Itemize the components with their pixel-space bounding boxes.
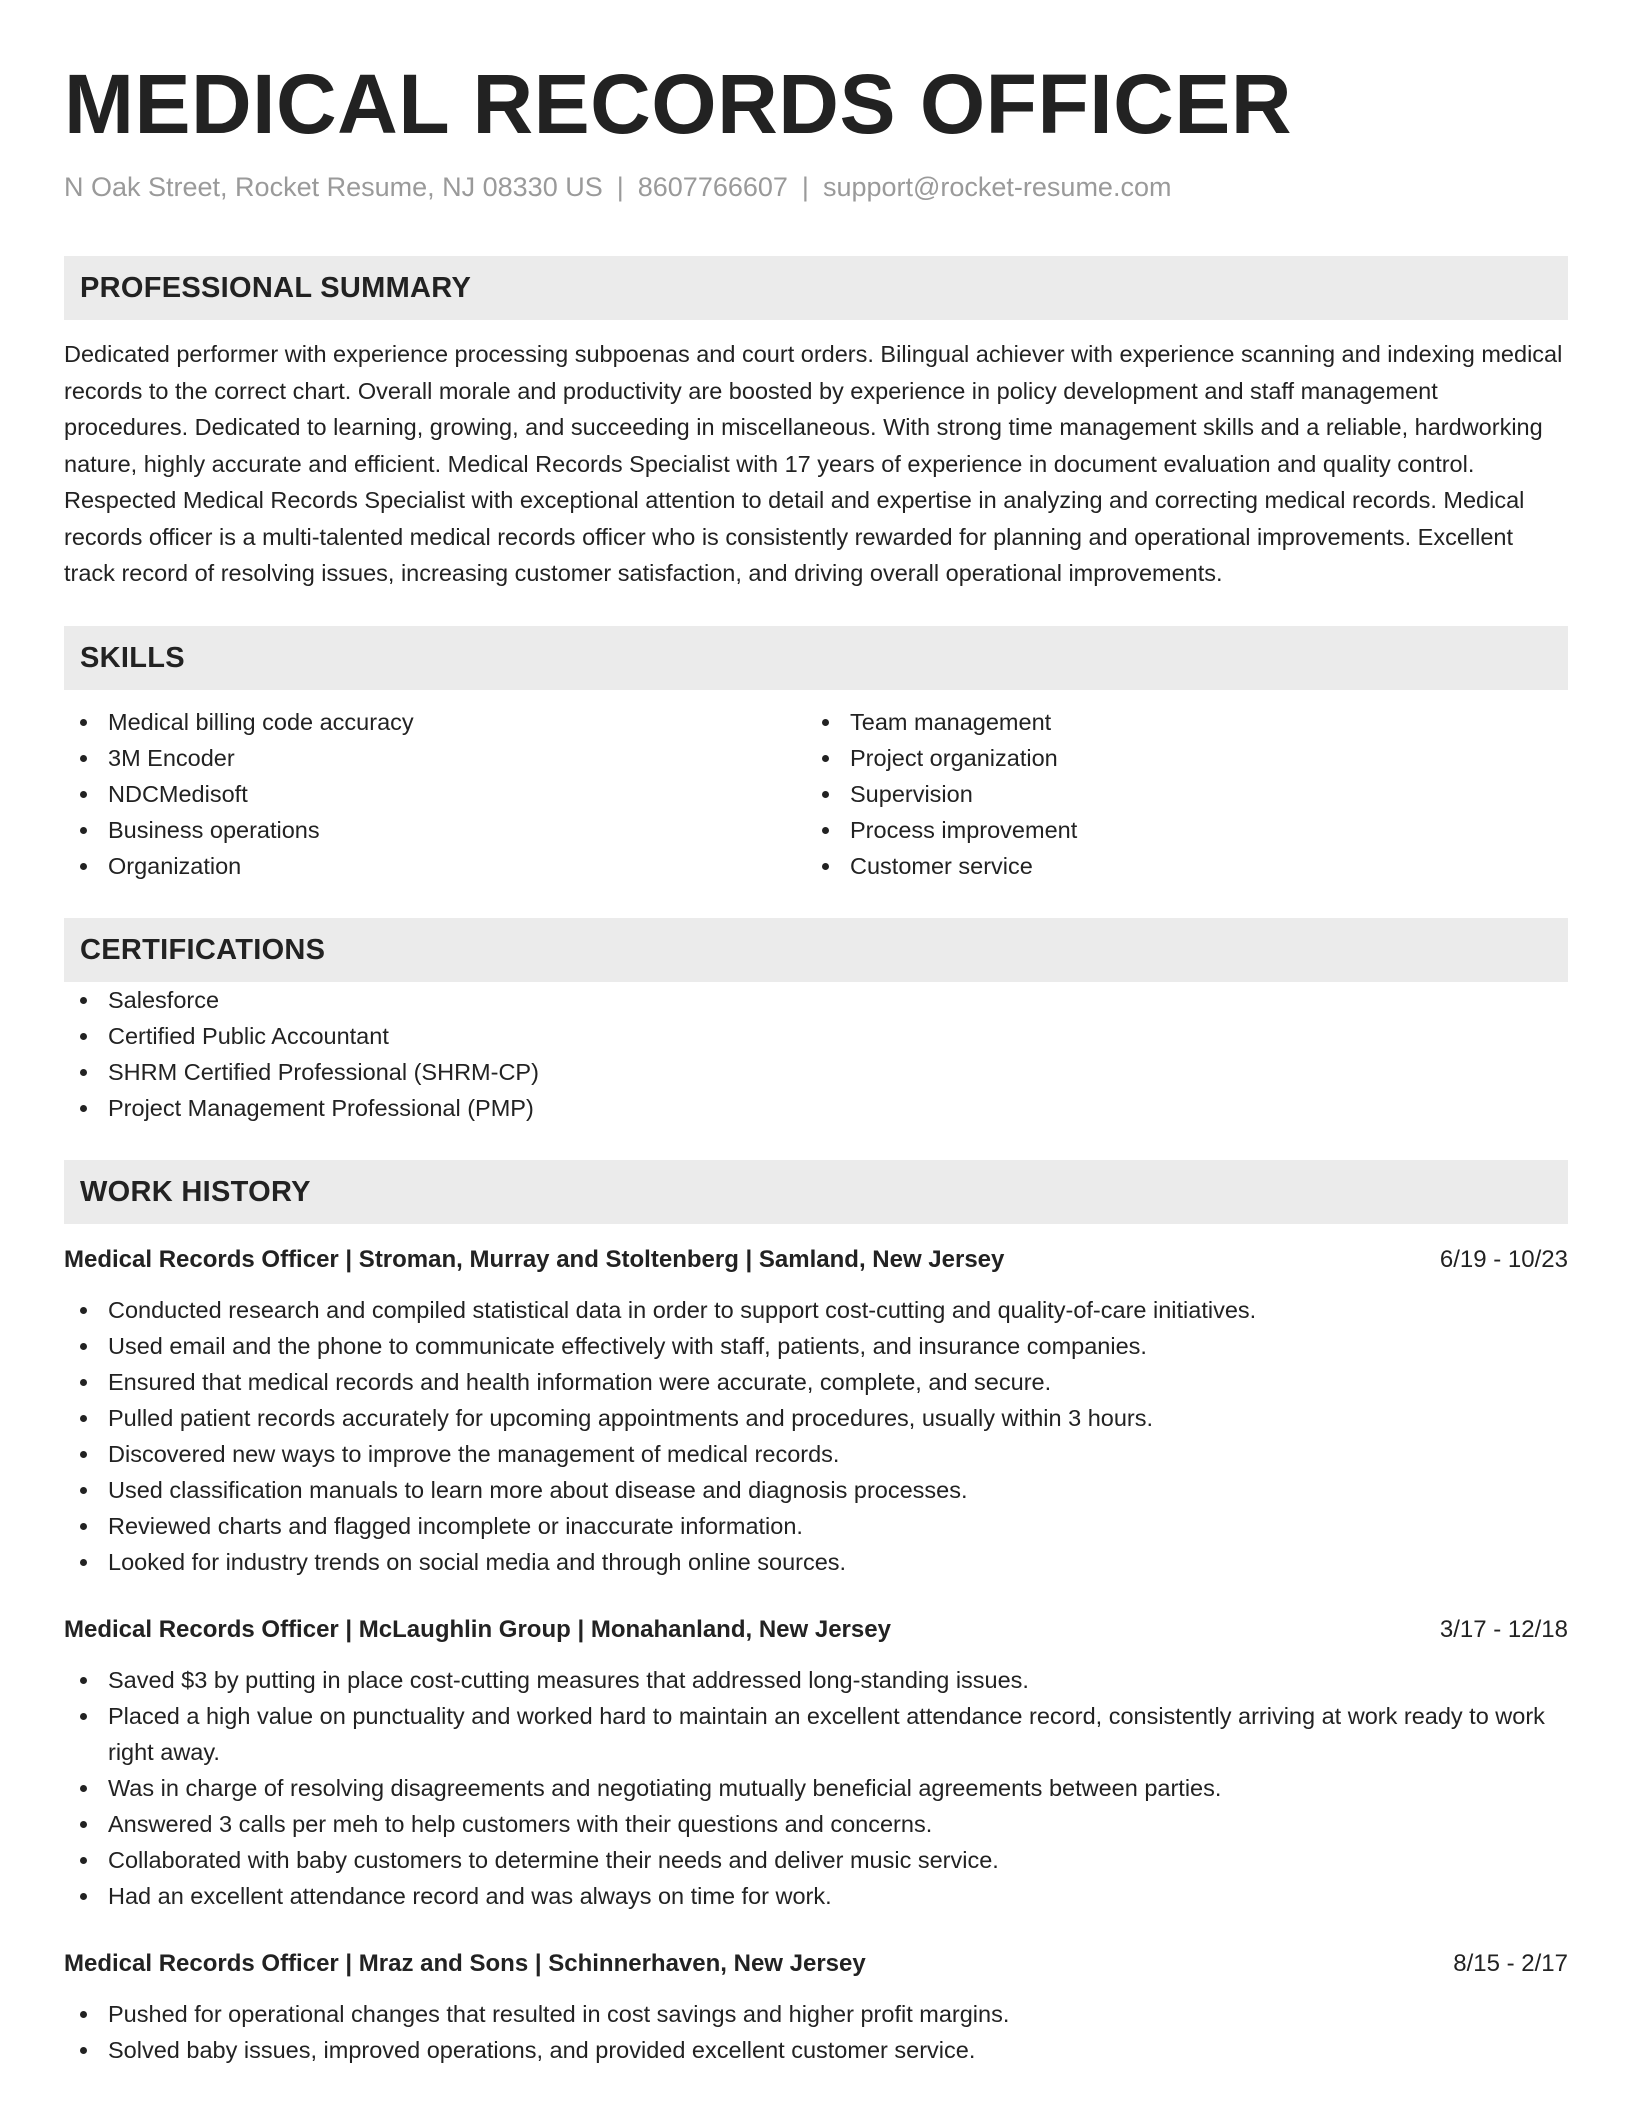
section-heading-certifications: CERTIFICATIONS	[64, 918, 1568, 982]
job-bullet: Pushed for operational changes that resulted in cost savings and higher profit margins.	[64, 1996, 1568, 2032]
skills-column-left	[64, 704, 806, 884]
certification-item: Certified Public Accountant	[64, 1018, 1568, 1054]
job-bullet: Used classification manuals to learn more about disease and diagnosis processes.	[64, 1472, 1568, 1508]
contact-address: N Oak Street, Rocket Resume, NJ 08330 US	[64, 172, 603, 202]
job-header	[64, 1242, 1568, 1278]
job-bullet: Looked for industry trends on social media and through online sources.	[64, 1544, 1568, 1580]
job-header	[64, 1612, 1568, 1648]
job-bullet: Saved $3 by putting in place cost-cutting measures that addressed long-standing issues.	[64, 1662, 1568, 1698]
section-heading-skills: SKILLS	[64, 626, 1568, 690]
job-bullet: Had an excellent attendance record and was always on time for work.	[64, 1878, 1568, 1914]
skill-item: NDCMedisoft	[64, 776, 806, 812]
job-bullet: Was in charge of resolving disagreements and negotiating mutually beneficial agreements between parties.	[64, 1770, 1568, 1806]
job-entry	[64, 1612, 1568, 1914]
skill-item: Customer service	[806, 848, 1548, 884]
job-bullet: Pulled patient records accurately for upcoming appointments and procedures, usually within 3 hours.	[64, 1400, 1568, 1436]
job-bullet: Discovered new ways to improve the management of medical records.	[64, 1436, 1568, 1472]
summary-text: Dedicated performer with experience processing subpoenas and court orders. Bilingual achiever with experience scanning and indexing medical records to the correct chart. Overall morale and productivity are boosted by experience in policy development and staff management procedures. Dedicated to learning, growing, and succeeding in miscellaneous. With strong time management skills and a reliable, hardworking nature, highly accurate and efficient. Medical Records Specialist with 17 years of experience in document evaluation and quality control. Respected Medical Records Specialist with exceptional attention to detail and expertise in analyzing and correcting medical records. Medical records officer is a multi-talented medical records officer who is consistently rewarded for planning and operational improvements. Excellent track record of resolving issues, increasing customer satisfaction, and driving overall operational improvements.	[64, 341, 1563, 586]
skill-item: Project organization	[806, 740, 1548, 776]
contact-line	[64, 170, 1568, 204]
job-dates: 6/19 - 10/23	[1439, 1245, 1568, 1273]
skill-item: 3M Encoder	[64, 740, 806, 776]
job-title: Medical Records Officer | Stroman, Murray and Stoltenberg | Samland, New Jersey	[64, 1245, 1005, 1273]
certifications-list	[64, 982, 1568, 1126]
job-bullet: Reviewed charts and flagged incomplete or inaccurate information.	[64, 1508, 1568, 1544]
job-title: Medical Records Officer | Mraz and Sons | Schinnerhaven, New Jersey	[64, 1949, 866, 1977]
contact-separator: |	[616, 172, 624, 202]
job-bullet: Collaborated with baby customers to determine their needs and deliver music service.	[64, 1842, 1568, 1878]
job-title: Medical Records Officer | McLaughlin Group | Monahanland, New Jersey	[64, 1615, 891, 1643]
skills-list	[64, 704, 1568, 884]
resume-name: MEDICAL RECORDS OFFICER	[64, 57, 1292, 151]
job-bullets	[64, 1292, 1568, 1580]
job-bullet: Answered 3 calls per meh to help customers with their questions and concerns.	[64, 1806, 1568, 1842]
job-dates: 8/15 - 2/17	[1453, 1949, 1568, 1977]
job-bullet: Conducted research and compiled statistical data in order to support cost-cutting and quality-of-care initiatives.	[64, 1292, 1568, 1328]
job-bullet: Used email and the phone to communicate effectively with staff, patients, and insurance companies.	[64, 1328, 1568, 1364]
skill-item: Medical billing code accuracy	[64, 704, 806, 740]
job-header	[64, 1946, 1568, 1982]
job-dates: 3/17 - 12/18	[1439, 1615, 1568, 1643]
contact-phone: 8607766607	[637, 172, 788, 202]
resume-page	[64, 0, 1568, 2068]
skill-item: Supervision	[806, 776, 1548, 812]
job-bullet: Solved baby issues, improved operations, and provided excellent customer service.	[64, 2032, 1568, 2068]
job-entry	[64, 1242, 1568, 1580]
job-bullet: Ensured that medical records and health information were accurate, complete, and secure.	[64, 1364, 1568, 1400]
section-heading-work-history: WORK HISTORY	[64, 1160, 1568, 1224]
contact-email: support@rocket-resume.com	[822, 172, 1172, 202]
job-entry	[64, 1946, 1568, 2068]
section-heading-summary: PROFESSIONAL SUMMARY	[64, 256, 1568, 320]
certification-item: SHRM Certified Professional (SHRM-CP)	[64, 1054, 1568, 1090]
skill-item: Business operations	[64, 812, 806, 848]
skill-item: Team management	[806, 704, 1548, 740]
skill-item: Organization	[64, 848, 806, 884]
skill-item: Process improvement	[806, 812, 1548, 848]
job-bullet: Placed a high value on punctuality and worked hard to maintain an excellent attendance record, consistently arriving at work ready to work right away.	[64, 1698, 1568, 1770]
job-bullets	[64, 1662, 1568, 1914]
certification-item: Project Management Professional (PMP)	[64, 1090, 1568, 1126]
job-bullets	[64, 1996, 1568, 2068]
contact-separator: |	[801, 172, 809, 202]
certification-item: Salesforce	[64, 982, 1568, 1018]
skills-column-right	[806, 704, 1548, 884]
